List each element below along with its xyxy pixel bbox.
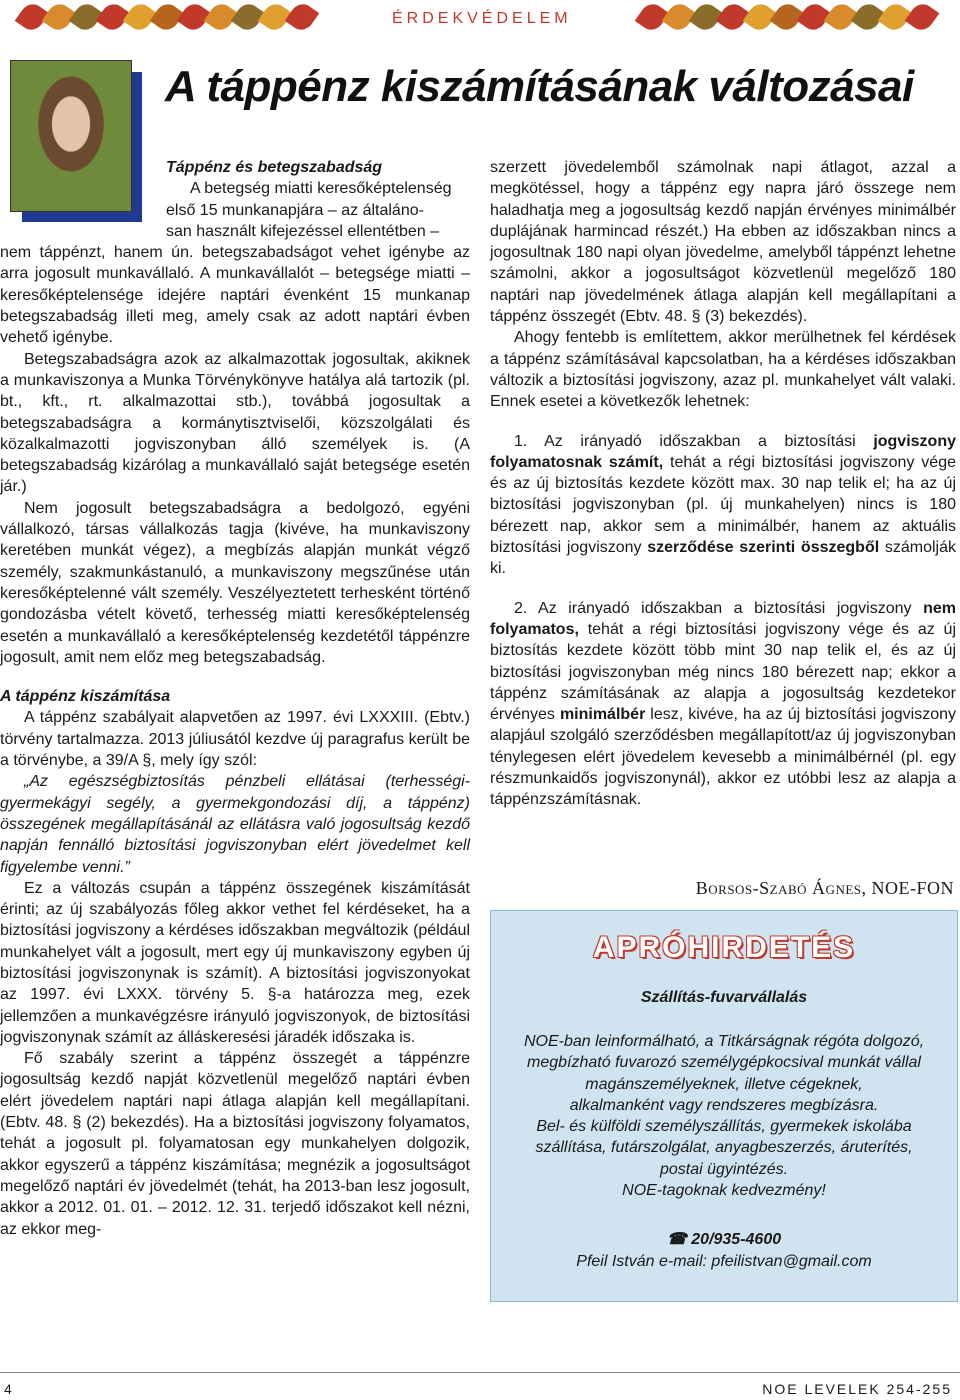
- ad-line: magánszemélyeknek, illetve cégeknek,: [585, 1075, 863, 1093]
- p1-line-3: san használt kifejezéssel ellentétben –: [166, 222, 440, 240]
- classified-ad-box: [490, 910, 958, 1302]
- section-label: ÉRDEKVÉDELEM: [392, 10, 572, 27]
- paragraph: Ez a változás csupán a táppénz összegének kiszámítását érinti; az új szabályozás főleg akkor vethet fel kérdéseket, ha a biztosítási jogviszony a kérdéses időszakban megváltozik (például munkahelyet vált a jogosult, mert egy új munkaviszony egyben új biztosítási jogviszonynak is számít). A biztosítási jogviszonyokat az 1997. évi LXXX. törvény 5. §-a határozza meg, ezek jellemzően a munkavégzésre irányuló jogviszonyok, de biztosítási jogviszonynak számít az álláskeresési járadék időszaka is.: [0, 879, 470, 1046]
- law-quote: „Az egészségbiztosítás pénzbeli ellátásai (terhességi-gyermekágyi segély, a gyermekgondozási díj, a táppénz) összegének megállapításánál az ellátásra való jogosultság kezdő napján fennálló biztosítási jogviszonyban elért jövedelmet kell figyelembe venni.”: [0, 773, 470, 876]
- footer-rule: [0, 1372, 960, 1373]
- paragraph: nem táppénzt, hanem ún. betegszabadságot vehet igénybe az arra jogosult munkavállaló. A munkavállalót – betegsége miatti – keresőképtelensége idejére naptári évenként 15 munkanap betegszabadság illeti meg, amely csak az adott naptári évben vehető igénybe.: [0, 244, 470, 347]
- phone-icon: ☎: [666, 1231, 687, 1248]
- ad-email: Pfeil István e-mail: pfeilistvan@gmail.com: [576, 1253, 872, 1270]
- page-number: 4: [4, 1381, 12, 1397]
- byline: Borsos-Szabó Ágnes, NOE-FON: [695, 878, 954, 898]
- ad-line: megbízható fuvarozó személygépkocsival munkát vállal: [527, 1054, 921, 1072]
- paragraph: Ahogy fentebb is említettem, akkor merülhetnek fel kérdések a táppénz számításával kapcsolatban, ha a kérdéses időszakban változik a biztosítási jogviszony, azaz pl. munkahelyet vált valaki. Ennek esetei a következők lehetnek:: [490, 329, 956, 411]
- left-column: [0, 157, 470, 1240]
- header-ornament-right: [640, 4, 934, 38]
- p1-line-1: A betegség miatti keresőképtelenség: [190, 180, 452, 198]
- right-column: [490, 157, 956, 811]
- ad-title: APRÓHIRDETÉS: [592, 931, 856, 964]
- subhead-2: A táppénz kiszámítása: [0, 688, 171, 706]
- article-title: A táppénz kiszámításának változásai: [165, 62, 914, 111]
- paragraph: Betegszabadságra azok az alkalmazottak jogosultak, akiknek a munkaviszonya a Munka Törvénykönyve hatálya alá tartozik (pl. bt., kft., rt. alkalmazottai stb.), továbbá jogosultak a betegszabadságra a kormánytisztviselői, közszolgálati és közalkalmazotti jogviszonyban álló személyek is. (A betegszabadság kizárólag a munkavállaló saját betegsége esetén jár.): [0, 350, 470, 496]
- list-item-2: 2. Az irányadó időszakban a biztosítási jogviszony nem folyamatos, tehát a régi biztosítási jogviszony vége és az új biztosítás kezdete között több mint 30 nap telik el, és az új biztosítási jogviszonyban még nincs 180 bérezett nap; ekkor a táppénz számításának az alapja a jogosultság kezdetekor érvényes minimálbér lesz, kivéve, ha az új biztosítási jogviszony alapjául szolgáló szerződésben megállapított/az új jogviszonyban ténylegesen elért jövedelem kevesebb a minimálbérnél (pl. egy részmunkaidős jogviszonynál), akkor ez utóbbi lesz az alapja a táppénzszámításnak.: [490, 599, 956, 809]
- ad-subtitle: Szállítás-fuvarvállalás: [640, 989, 808, 1006]
- phone-number: 20/935-4600: [691, 1231, 782, 1248]
- subhead-1: Táppénz és betegszabadság: [166, 159, 383, 176]
- ad-line: NOE-ban leinformálható, a Titkárságnak régóta dolgozó,: [523, 1033, 925, 1050]
- ad-line: Bel- és külföldi személyszállítás, gyermekek iskolába: [536, 1118, 912, 1136]
- paragraph: szerzett jövedelemből számolnak napi átlagot, azzal a megkötéssel, hogy a táppénz egy napra járó összege nem haladhatja meg a jogosultság kezdő napján érvényes minimálbér duplájának harmincad részét.) Ha ebben az időszakban nincs a jogosultnak 180 napi olyan jövedelme, amelyből táppénzt lehetne számolni, akkor a jogosultságot közvetlenül megelőző 180 naptári nap jövedelmének átlaga alapján kell megállapítani a táppénz összegét (Ebtv. 48. § (3) bekezdés).: [490, 159, 956, 326]
- ad-line: szállítása, futárszolgálat, anyagbeszerzés, áruterítés,: [535, 1139, 913, 1157]
- header-ornament-left: [20, 4, 314, 38]
- p1-line-2: első 15 munkanapjára – az általáno-: [166, 201, 424, 219]
- paragraph: Fő szabály szerint a táppénz összegét a táppénzre jogosultság kezdő napját közvetlenül megelőző naptári évben elért jövedelem naptári napi átlaga alapján kell megállapítani. (Ebtv. 48. § (2) bekezdés). Ha a biztosítási jogviszony folyamatos, tehát a jogosult pl. folyamatosan egy munkahelyen dolgozik, akkor egyszerű a táppénz kiszámítása; megnézik a jogosultságot megelőző naptári év jövedelmét (tehát, ha 2013-ban lesz jogosult, akkor a 2012. 01. 01. – 2012. 12. 31. terjedő időszakot kell nézni, az ekkor meg-: [0, 1050, 470, 1238]
- paragraph: Nem jogosult betegszabadságra a bedolgozó, egyéni vállalkozó, társas vállalkozás tagja (kivéve, ha munkaviszony keretében munkát végez), a megbízás alapján munkát végző személy, szakmunkástanuló, a munkaviszony megszűnése után keresőképtelenné vált személy. Veszélyeztetett terhesként történő gondozásba vételt követő, terhesség miatti keresőképtelenség esetén a munkavállaló a keresőképtelenség kezdetétől táppénzre jogosult, amit nem előz meg betegszabadság.: [0, 499, 470, 666]
- list-item-1: 1. Az irányadó időszakban a biztosítási jogviszony folyamatosnak számít, tehát a régi biztosítási jogviszony vége és az új biztosítás kezdete között max. 30 nap telik el; ha az új biztosítási jogviszonyban (pl. új munkahelyen) nincs is 180 bérezett nap, akkor sem a minimálbér, hanem az aktuális biztosítási jogviszony szerződése szerinti összegből számolják ki.: [490, 432, 957, 578]
- ad-line: alkalmanként vagy rendszeres megbízásra.: [569, 1096, 879, 1114]
- paragraph: A táppénz szabályait alapvetően az 1997. évi LXXXIII. (Ebtv.) törvény tartalmazza. 2013 júliusától kezdve új paragrafus került be a törvénybe, a 39/A §, mely így szól:: [0, 709, 470, 770]
- ad-body: [501, 1031, 947, 1201]
- ad-phone: [491, 1229, 957, 1249]
- ad-line: NOE-tagoknak kedvezmény!: [622, 1182, 826, 1200]
- ad-line: postai ügyintézés.: [659, 1160, 789, 1178]
- journal-name: NOE LEVELEK 254-255: [762, 1381, 952, 1397]
